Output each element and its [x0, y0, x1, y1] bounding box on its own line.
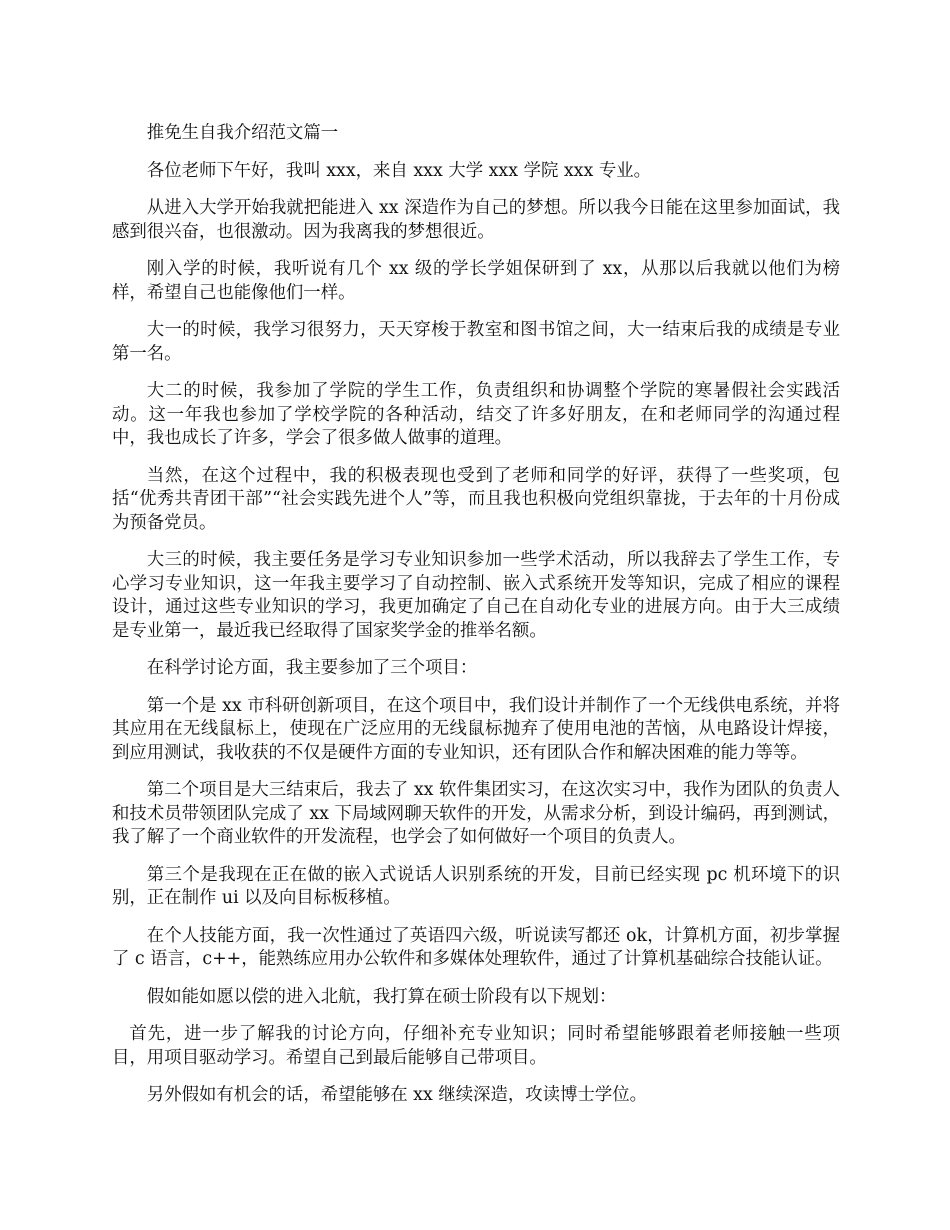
paragraph-plan-first: 首先，进一步了解我的讨论方向，仔细补充专业知识；同时希望能够跟着老师接触一些项目，用项目驱动学习。希望自己到最后能够自己带项目。: [112, 1024, 840, 1068]
paragraph-project-one: 第一个是 xx 市科研创新项目，在这个项目中，我们设计并制作了一个无线供电系统，并将其应用在无线鼠标上，使现在广泛应用的无线鼠标抛弃了使用电池的苦恼，从电路设计焊接，到应用测试，我收获的不仅是硬件方面的专业知识，还有团队合作和解决困难的能力等等。: [112, 695, 840, 763]
paragraph-project-three: 第三个是我现在正在做的嵌入式说话人识别系统的开发，目前已经实现 pc 机环境下的识别，正在制作 ui 以及向目标板移植。: [112, 864, 840, 908]
paragraph-junior-year: 大三的时候，我主要任务是学习专业知识参加一些学术活动，所以我辞去了学生工作，专心学习专业知识，这一年我主要学习了自动控制、嵌入式系统开发等知识，完成了相应的课程设计，通过这些专业知识的学习，我更加确定了自己在自动化专业的进展方向。由于大三成绩是专业第一，最近我已经取得了国家奖学金的推举名额。: [112, 550, 840, 641]
paragraph-project-two: 第二个项目是大三结束后，我去了 xx 软件集团实习，在这次实习中，我作为团队的负责人和技术员带领团队完成了 xx 下局域网聊天软件的开发，从需求分析，到设计编码，再到测试，我了解了一个商业软件的开发流程，也学会了如何做好一个项目的负责人。: [112, 780, 840, 847]
document-body: [112, 122, 840, 1122]
paragraph-awards: 当然，在这个过程中，我的积极表现也受到了老师和同学的好评，获得了一些奖项，包括“优秀共青团干部”“社会实践先进个人”等，而且我也积极向党组织靠拢，于去年的十月份成为预备党员。: [112, 465, 840, 533]
paragraph-role-models: 刚入学的时候，我听说有几个 xx 级的学长学姐保研到了 xx，从那以后我就以他们为榜样，希望自己也能像他们一样。: [112, 259, 840, 303]
paragraph-freshman-year: 大一的时候，我学习很努力，天天穿梭于教室和图书馆之间，大一结束后我的成绩是专业第一名。: [112, 320, 840, 364]
paragraph-sophomore-year: 大二的时候，我参加了学院的学生工作，负责组织和协调整个学院的寒暑假社会实践活动。这一年我也参加了学校学院的各种活动，结交了许多好朋友，在和老师同学的沟通过程中，我也成长了许多，学会了很多做人做事的道理。: [112, 381, 840, 448]
paragraph-dream: 从进入大学开始我就把能进入 xx 深造作为自己的梦想。所以我今日能在这里参加面试，我感到很兴奋，也很激动。因为我离我的梦想很近。: [112, 198, 840, 242]
document-title: 推免生自我介绍范文篇一: [146, 123, 339, 143]
paragraph-skills: 在个人技能方面，我一次性通过了英语四六级，听说读写都还 ok，计算机方面，初步掌握了 c 语言，c++，能熟练应用办公软件和多媒体处理软件，通过了计算机基础综合技能认证。: [112, 925, 840, 969]
paragraph-greeting: 各位老师下午好，我叫 xxx，来自 xxx 大学 xxx 学院 xxx 专业。: [146, 160, 651, 181]
paragraph-plan-intro: 假如能如愿以偿的进入北航，我打算在硕士阶段有以下规划：: [146, 986, 617, 1007]
paragraph-research-intro: 在科学讨论方面，我主要参加了三个项目：: [146, 658, 478, 678]
paragraph-plan-phd: 另外假如有机会的话，希望能够在 xx 继续深造，攻读博士学位。: [146, 1085, 648, 1105]
